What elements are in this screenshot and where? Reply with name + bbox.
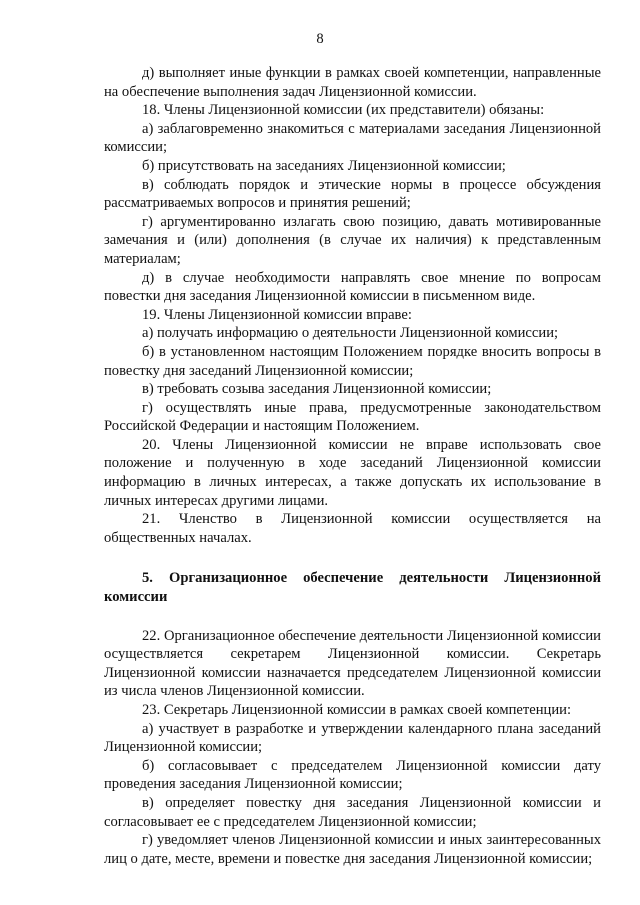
paragraph: б) согласовывает с председателем Лицензионной комиссии дату проведения заседания Лицензионной комиссии; <box>104 757 601 793</box>
paragraph: в) соблюдать порядок и этические нормы в процессе обсуждения рассматриваемых вопросов и принятия решений; <box>104 176 601 212</box>
paragraph: б) в установленном настоящим Положением порядке вносить вопросы в повестку дня заседаний Лицензионной комиссии; <box>104 343 601 379</box>
paragraph: 23. Секретарь Лицензионной комиссии в рамках своей компетенции: <box>142 702 572 718</box>
paragraph: а) заблаговременно знакомиться с материалами заседания Лицензионной комиссии; <box>104 120 601 156</box>
section-heading: 5. Организационное обеспечение деятельности Лицензионной комиссии <box>104 570 601 606</box>
paragraph: г) аргументированно излагать свою позицию, давать мотивированные замечания и (или) дополнения (в случае их наличия) к представленным материалам; <box>104 213 601 267</box>
paragraph: в) определяет повестку дня заседания Лицензионной комиссии и согласовывает ее с председателем Лицензионной комиссии; <box>104 794 601 830</box>
paragraph: г) осуществлять иные права, предусмотренные законодательством Российской Федерации и настоящим Положением. <box>104 399 601 435</box>
paragraph: д) выполняет иные функции в рамках своей компетенции, направленные на обеспечение выполнения задач Лицензионной комиссии. <box>104 65 601 100</box>
paragraph: а) получать информацию о деятельности Лицензионной комиссии; <box>142 325 559 342</box>
paragraph: 21. Членство в Лицензионной комиссии осуществляется на общественных началах. <box>104 511 601 546</box>
paragraph: 19. Члены Лицензионной комиссии вправе: <box>142 306 412 323</box>
paragraph: в) требовать созыва заседания Лицензионной комиссии; <box>142 381 492 398</box>
document-body <box>104 64 601 868</box>
paragraph: г) уведомляет членов Лицензионной комиссии и иных заинтересованных лиц о дате, месте, времени и повестке дня заседания Лицензионной комиссии; <box>104 832 601 867</box>
paragraph: б) присутствовать на заседаниях Лицензионной комиссии; <box>142 157 506 174</box>
paragraph: а) участвует в разработке и утверждении календарного плана заседаний Лицензионной комиссии; <box>104 720 601 756</box>
page-number: 8 <box>316 31 324 47</box>
paragraph: 18. Члены Лицензионной комиссии (их представители) обязаны: <box>142 102 545 119</box>
paragraph: д) в случае необходимости направлять свое мнение по вопросам повестки дня заседания Лицензионной комиссии в письменном виде. <box>104 269 601 305</box>
paragraph: 22. Организационное обеспечение деятельности Лицензионной комиссии осуществляется секретарем Лицензионной комиссии. Секретарь Лицензионной комиссии назначается председателем Лицензионной комиссии из числа членов Лицензионной комиссии. <box>104 627 601 700</box>
paragraph: 20. Члены Лицензионной комиссии не вправе использовать свое положение и полученную в ходе заседаний Лицензионной комиссии информацию в личных интересах, а также допускать их использование в личных интересах другими лицами. <box>104 436 601 509</box>
